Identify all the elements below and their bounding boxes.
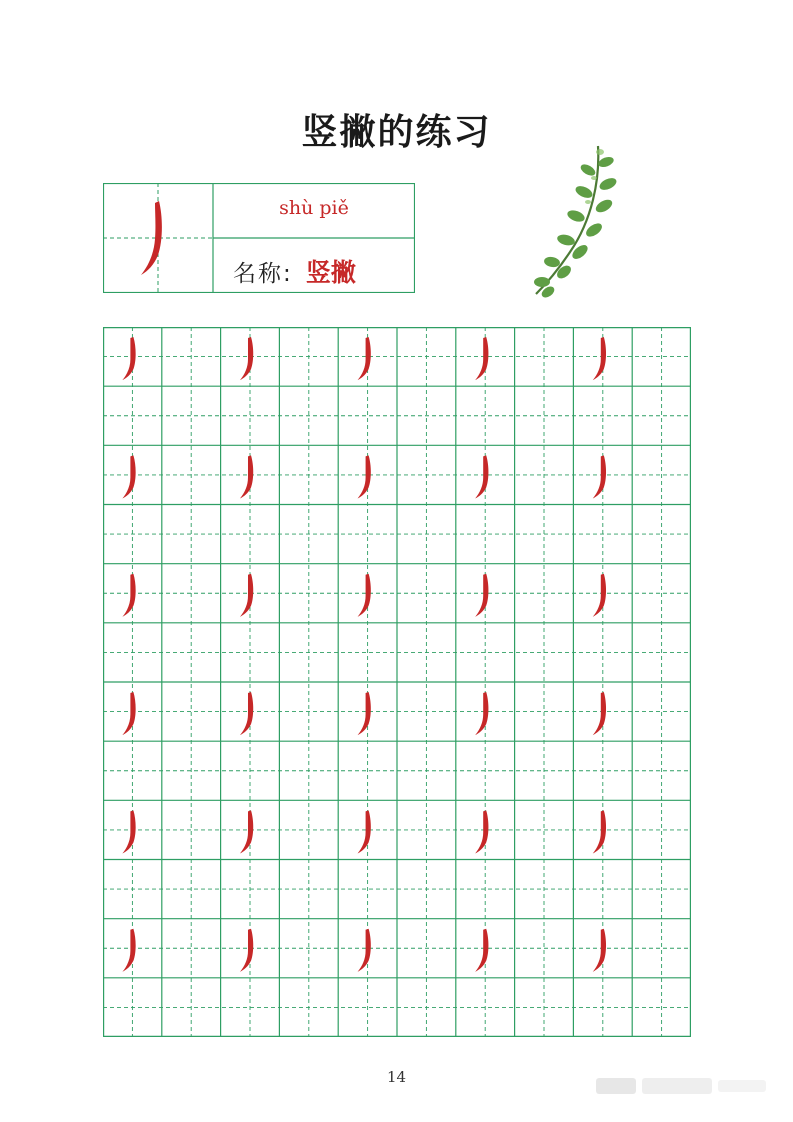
stroke-name-label: 名称: xyxy=(233,261,293,287)
vertical-left-falling-stroke-model xyxy=(358,810,371,853)
stroke-name-row xyxy=(233,253,356,289)
vertical-left-falling-stroke-model xyxy=(240,455,253,498)
vertical-left-falling-stroke-model xyxy=(358,574,371,617)
vertical-left-falling-stroke-model xyxy=(122,810,135,853)
vertical-left-falling-stroke-model xyxy=(475,574,488,617)
vertical-left-falling-stroke-model xyxy=(593,810,606,853)
vertical-left-falling-stroke-model xyxy=(475,929,488,972)
vertical-left-falling-stroke-model xyxy=(593,574,606,617)
vertical-left-falling-stroke-model xyxy=(475,455,488,498)
blurred-watermark xyxy=(596,1074,766,1098)
vertical-left-falling-stroke-model xyxy=(358,337,371,380)
vertical-left-falling-stroke-model xyxy=(593,929,606,972)
stroke-pinyin: shù piě xyxy=(279,197,349,219)
vertical-left-falling-stroke-model xyxy=(141,201,162,275)
vertical-left-falling-stroke-model xyxy=(593,692,606,735)
vertical-left-falling-stroke-model xyxy=(358,929,371,972)
vertical-left-falling-stroke-model xyxy=(122,455,135,498)
vertical-left-falling-stroke-model xyxy=(122,692,135,735)
vertical-left-falling-stroke-model xyxy=(240,574,253,617)
vertical-left-falling-stroke-model xyxy=(122,929,135,972)
leaf-sprig-illustration xyxy=(528,140,618,300)
stroke-name-value: 竖撇 xyxy=(305,258,356,287)
vertical-left-falling-stroke-model xyxy=(358,692,371,735)
vertical-left-falling-stroke-model xyxy=(358,455,371,498)
practice-grid xyxy=(103,327,691,1037)
vertical-left-falling-stroke-model xyxy=(240,929,253,972)
vertical-left-falling-stroke-model xyxy=(475,692,488,735)
vertical-left-falling-stroke-model xyxy=(475,810,488,853)
vertical-left-falling-stroke-model xyxy=(122,574,135,617)
vertical-left-falling-stroke-model xyxy=(240,692,253,735)
practice-grid-lines xyxy=(103,327,691,1037)
stroke-info-card xyxy=(103,183,415,293)
page-number: 14 xyxy=(386,1068,407,1086)
vertical-left-falling-stroke-model xyxy=(240,337,253,380)
page-title: 竖撇的练习 xyxy=(301,112,492,153)
vertical-left-falling-stroke-model xyxy=(240,810,253,853)
vertical-left-falling-stroke-model xyxy=(475,337,488,380)
vertical-left-falling-stroke-model xyxy=(593,455,606,498)
vertical-left-falling-stroke-model xyxy=(122,337,135,380)
vertical-left-falling-stroke-model xyxy=(593,337,606,380)
